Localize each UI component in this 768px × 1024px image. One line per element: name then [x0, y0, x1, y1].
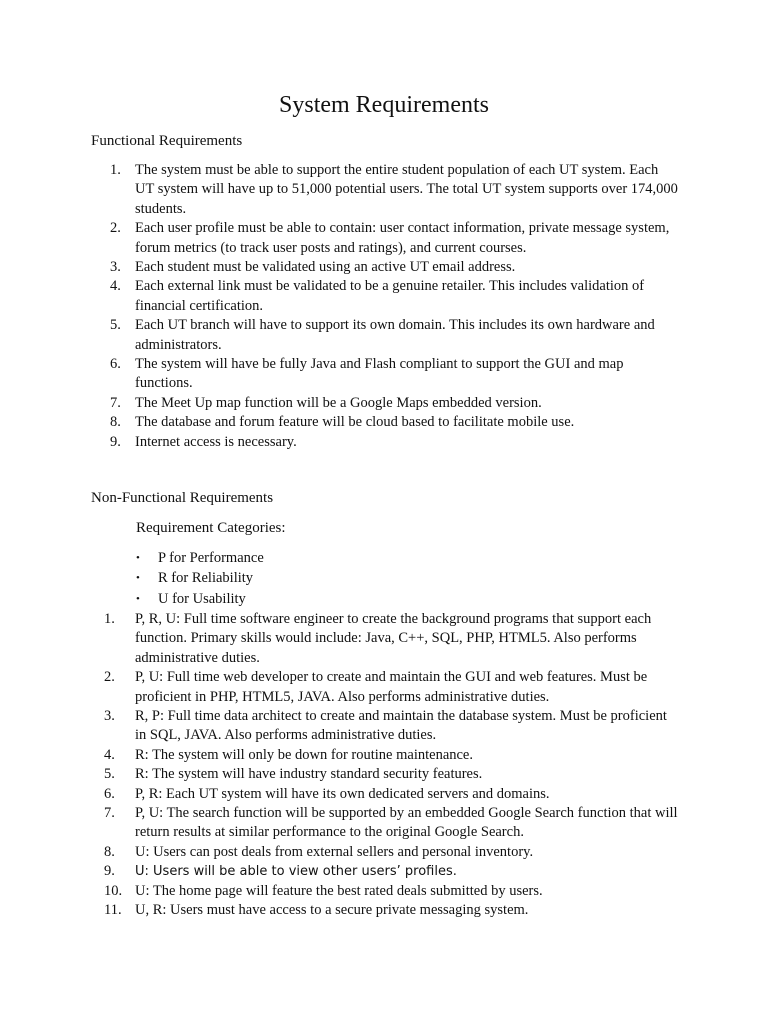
list-item-number: 9.	[110, 433, 121, 450]
list-item	[0, 161, 680, 219]
category-text: U for Usability	[158, 590, 246, 607]
category-item	[0, 568, 264, 588]
category-text: P for Performance	[158, 550, 264, 566]
list-item-number: 8.	[110, 414, 121, 431]
category-text: R for Reliability	[158, 570, 254, 587]
list-item	[0, 707, 680, 746]
list-item-text: The system will have be fully Java and Flash compliant to support the GUI and map functions.	[135, 356, 624, 392]
list-item	[0, 746, 680, 765]
list-item	[0, 785, 680, 804]
list-item	[0, 668, 680, 707]
list-item	[0, 882, 680, 901]
list-item-text: Each user profile must be able to contain: user contact information, private message system, forum metrics (to track user posts and ratings), and current courses.	[135, 220, 670, 256]
page-title: System Requirements	[279, 92, 489, 118]
list-item-text: U: Users will be able to view other users’ profiles.	[135, 864, 457, 880]
bullet-icon: •	[136, 572, 140, 585]
list-item-text: R: The system will have industry standard security features.	[135, 766, 483, 783]
category-item	[0, 589, 264, 609]
list-item	[0, 843, 680, 862]
list-item	[0, 804, 680, 843]
list-item-text: R, P: Full time data architect to create and maintain the database system. Must be proficient in SQL, JAVA. Also performs administrative duties.	[135, 708, 667, 744]
list-item-number: 11.	[104, 902, 122, 919]
list-item-number: 6.	[104, 785, 115, 802]
list-item	[0, 901, 680, 920]
list-item-text: P, R, U: Full time software engineer to create the background programs that support each function. Primary skills would include: Java, C++, SQL, PHP, HTML5. Also performs administrative duties.	[135, 611, 652, 666]
list-item-text: U, R: Users must have access to a secure private messaging system.	[135, 902, 529, 919]
list-item	[0, 433, 680, 452]
list-item-number: 4.	[104, 746, 115, 763]
list-item-number: 9.	[104, 863, 115, 880]
list-item	[0, 610, 680, 668]
list-item-number: 5.	[104, 766, 115, 783]
list-item	[0, 765, 680, 784]
list-item-number: 3.	[110, 259, 121, 276]
list-item-text: Each UT branch will have to support its own domain. This includes its own hardware and administrators.	[135, 317, 655, 353]
list-item	[0, 277, 680, 316]
list-item-text: P, U: The search function will be supported by an embedded Google Search function that will return results at similar performance to the original Google Search.	[135, 805, 678, 841]
list-item-number: 2.	[104, 669, 115, 686]
list-item-number: 1.	[110, 162, 121, 178]
list-item-text: The Meet Up map function will be a Google Maps embedded version.	[135, 394, 542, 411]
list-item-text: The system must be able to support the entire student population of each UT system. Each UT system will have up to 51,000 potential users. The total UT system supports over 174,000 students.	[135, 162, 678, 217]
list-item-text: U: Users can post deals from external sellers and personal inventory.	[135, 843, 534, 860]
list-item	[0, 316, 680, 355]
non-functional-requirements-list	[0, 610, 680, 921]
list-item-number: 7.	[104, 805, 115, 822]
list-item-number: 7.	[110, 394, 121, 411]
list-item-number: 5.	[110, 317, 121, 334]
list-item-text: P, R: Each UT system will have its own dedicated servers and domains.	[135, 785, 550, 802]
list-item-number: 8.	[104, 843, 115, 860]
list-item	[0, 862, 680, 881]
functional-requirements-list	[0, 161, 680, 452]
list-item-number: 1.	[104, 611, 115, 627]
list-item-text: R: The system will only be down for routine maintenance.	[135, 746, 473, 763]
bullet-icon: •	[136, 552, 140, 564]
functional-requirements-heading: Functional Requirements	[91, 133, 243, 149]
list-item	[0, 258, 680, 277]
requirement-categories-list	[0, 548, 264, 609]
list-item-number: 6.	[110, 356, 121, 373]
list-item	[0, 413, 680, 432]
list-item-number: 2.	[110, 220, 121, 237]
category-item	[0, 548, 264, 568]
requirement-categories-heading: Requirement Categories:	[136, 520, 286, 536]
list-item	[0, 355, 680, 394]
list-item-text: U: The home page will feature the best rated deals submitted by users.	[135, 882, 543, 899]
list-item-number: 4.	[110, 278, 121, 295]
non-functional-requirements-heading: Non-Functional Requirements	[91, 490, 274, 506]
list-item-number: 3.	[104, 708, 115, 725]
list-item-text: The database and forum feature will be cloud based to facilitate mobile use.	[135, 414, 575, 431]
list-item	[0, 219, 680, 258]
list-item-text: P, U: Full time web developer to create and maintain the GUI and web features. Must be proficient in PHP, HTML5, JAVA. Also performs administrative duties.	[135, 669, 648, 705]
list-item-number: 10.	[104, 882, 123, 899]
bullet-icon: •	[136, 592, 140, 605]
list-item-text: Each external link must be validated to be a genuine retailer. This includes validation of financial certification.	[135, 278, 645, 314]
list-item-text: Each student must be validated using an active UT email address.	[135, 259, 516, 276]
list-item	[0, 394, 680, 413]
list-item-text: Internet access is necessary.	[135, 433, 297, 450]
